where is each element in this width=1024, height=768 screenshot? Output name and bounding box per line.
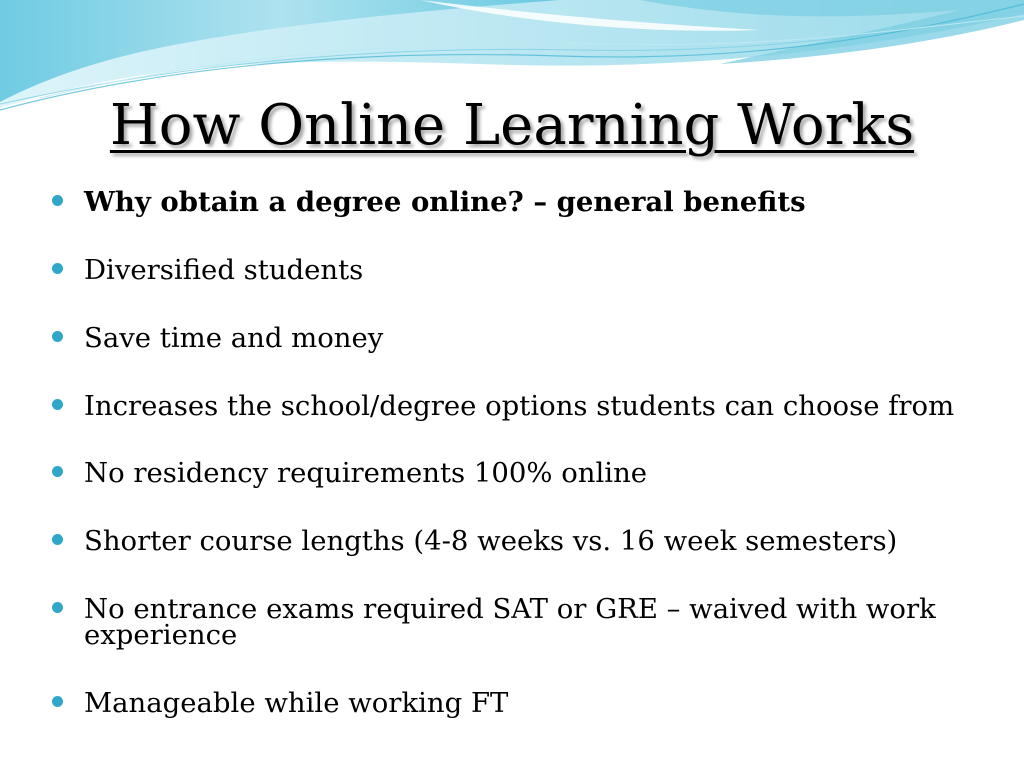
bullet-item: [52, 322, 384, 354]
bullet-text: No entrance exams required SAT or GRE – waived with work experience: [84, 593, 936, 651]
slide-title: How Online Learning Works: [109, 93, 915, 158]
bullet-text: Why obtain a degree online? – general benefits: [84, 186, 806, 218]
bullet-text: Manageable while working FT: [84, 687, 509, 719]
bullet-dot-icon: [52, 534, 63, 545]
bullet-dot-icon: [52, 466, 63, 477]
bullet-dot-icon: [52, 331, 63, 342]
bullet-item: [52, 593, 944, 651]
bullet-text: Save time and money: [84, 322, 384, 354]
bullet-dot-icon: [52, 195, 63, 206]
bullet-text: No residency requirements 100% online: [84, 457, 648, 489]
bullet-item: [52, 186, 806, 218]
bullet-item: [52, 254, 364, 286]
bullet-text: Diversified students: [84, 254, 364, 286]
bullet-item: [52, 687, 509, 719]
bullet-dot-icon: [52, 399, 63, 410]
bullet-dot-icon: [52, 602, 63, 613]
bullet-item: [52, 525, 898, 557]
bullet-dot-icon: [52, 696, 63, 707]
bullet-dot-icon: [52, 263, 63, 274]
bullet-item: [52, 390, 955, 422]
bullet-text: Increases the school/degree options students can choose from: [84, 390, 955, 422]
bullet-item: [52, 457, 648, 489]
bullet-text: Shorter course lengths (4-8 weeks vs. 16 week semesters): [84, 525, 898, 557]
